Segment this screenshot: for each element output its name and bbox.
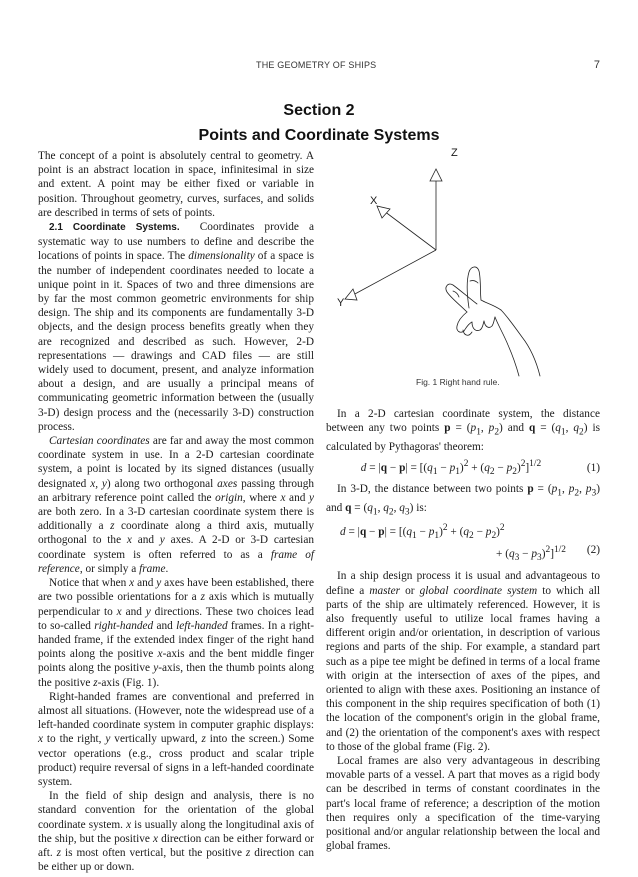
- text-span: = (: [351, 501, 368, 514]
- math-var: z: [200, 591, 205, 604]
- text-span: In a ship design process it is usual and advantageous to define a: [326, 570, 600, 597]
- text-span: into the screen.) Some vector operations (e.g., cross product and scalar triple product) require reversal of signs in a left-handed coordinate system.: [38, 733, 315, 788]
- text-span: is most often vertical, but the positive: [61, 846, 246, 859]
- text-span: Right-handed frames are conventional and preferred in almost all situations. (However, note the widespread use of a left-handed coordinate system in computer graphic displays:: [38, 690, 314, 732]
- math-var: y: [308, 491, 314, 504]
- text-span: and: [285, 491, 309, 504]
- right-hand-rule-diagram: [326, 140, 600, 395]
- text-span: = (: [450, 422, 471, 435]
- equation-2-number: (2): [586, 544, 600, 557]
- math-var: q: [383, 501, 389, 514]
- z-axis-arrow: [430, 169, 442, 181]
- text-span: = (: [533, 483, 552, 496]
- x-axis-label: X: [370, 195, 378, 207]
- page-number: 7: [593, 59, 600, 71]
- text-span: and: [153, 619, 177, 632]
- paragraph-3d-distance: [326, 482, 600, 519]
- text-span: axes. A 2-D or 3-D cartesian coordinate system is often referred to as a: [38, 534, 314, 561]
- text-span: Coordinates provide a systematic way to use numbers to define and describe the locations of points in space. The: [38, 221, 315, 263]
- math-var: y: [153, 662, 159, 675]
- paragraph-cartesian: [38, 434, 314, 576]
- text-span: to the right,: [43, 733, 106, 746]
- emphasis: left-handed: [176, 619, 228, 632]
- subsection-heading: 2.1 Coordinate Systems.: [49, 222, 180, 234]
- equation-2-continuation: + $(q_3 - p_3)^2]^{1/2}$: [496, 545, 566, 564]
- y-axis-arrow: [345, 289, 357, 300]
- math-var: x, y: [90, 477, 107, 490]
- figure-right-hand-rule: [326, 140, 600, 395]
- emphasis: frame of reference: [38, 548, 314, 575]
- right-hand-icon: [446, 267, 540, 376]
- subscript: 1: [476, 427, 481, 438]
- paragraph-handedness: [38, 576, 314, 690]
- equation-2-line-2: [326, 543, 600, 565]
- figure-caption: Fig. 1 Right hand rule.: [416, 377, 500, 387]
- math-var: z: [245, 846, 251, 859]
- subscript: 3: [404, 506, 410, 517]
- text-span: ,: [565, 422, 574, 435]
- vector-symbol: q: [528, 422, 536, 435]
- text-span: ,: [377, 501, 384, 514]
- math-var: p: [585, 483, 592, 496]
- text-span: ) and: [326, 483, 600, 514]
- math-var: y: [159, 534, 165, 547]
- math-var: y: [156, 577, 162, 590]
- math-var: p: [470, 422, 477, 435]
- text-span: , or simply a: [79, 562, 140, 575]
- text-span: = (: [535, 422, 556, 435]
- text-span: , where: [242, 491, 281, 504]
- math-var: z: [56, 846, 62, 859]
- text-span: ) along two orthogonal: [106, 477, 218, 490]
- math-var: x: [129, 577, 135, 590]
- equation-2: [326, 521, 600, 565]
- text-span: of a space is the number of independent coordinates needed to locate a unique point in it. Spaces of two and three dimensions are by far the most common geometric environments for ship design. The ship and its components are fundamentally 3-D objects, and the design process benefits greatly when they are recognized and described as such. However, 2-D representations — drawings and CAD files — are still widely used to document, present, and analyze information about a design, and are usually a principal means of communicating geometric information between the (usually 3-D) design process and the (necessarily 3-D) construction process.: [38, 250, 314, 433]
- text-span: ,: [579, 483, 586, 496]
- math-var: x: [157, 648, 163, 661]
- subscript: 2: [579, 427, 584, 438]
- subscript: 1: [557, 488, 562, 499]
- subscript: 2: [574, 488, 580, 499]
- subscript: 1: [372, 506, 378, 517]
- subscript: 3: [591, 488, 597, 499]
- text-span: -axis and the bent middle finger points along the positive: [38, 648, 314, 675]
- text-span: is usually along the longitudinal axis of the ship, but the positive: [38, 818, 315, 845]
- subscript: 1: [560, 427, 566, 438]
- text-span: In the field of ship design and analysis, there is no standard convention for the orientation of the global coordinate system.: [38, 790, 314, 831]
- math-var: q: [399, 501, 405, 514]
- right-column: [326, 407, 600, 853]
- text-span: or: [400, 584, 420, 597]
- math-var: p: [568, 483, 575, 496]
- text-span: direction can be either up or down.: [38, 846, 314, 874]
- text-span: ,: [480, 422, 489, 435]
- equation-1: [326, 457, 600, 479]
- subscript: 2: [494, 427, 500, 438]
- math-var: z: [201, 733, 206, 746]
- text-span: are both zero. In a 3-D cartesian coordinate system there is additionally a: [38, 506, 314, 533]
- text-span: direction can be either forward or aft.: [38, 832, 314, 859]
- text-span: Notice that when: [49, 577, 130, 590]
- math-var: z: [110, 520, 115, 533]
- vector-symbol: q: [345, 501, 352, 514]
- math-var: p: [551, 483, 558, 496]
- text-span: and: [131, 534, 160, 547]
- emphasis: dimensionality: [188, 250, 255, 263]
- math-var: q: [367, 501, 373, 514]
- text-span: and: [121, 605, 146, 618]
- text-span: coordinate along a third axis, mutually orthogonal to the: [38, 520, 314, 547]
- running-head: [0, 60, 638, 76]
- text-span: vertically upward,: [110, 733, 202, 746]
- text-span: ,: [561, 483, 569, 496]
- math-var: q: [555, 422, 561, 435]
- math-var: x: [126, 534, 132, 547]
- text-span: axis which is mutually perpendicular to: [38, 591, 314, 618]
- y-axis-label: Y: [337, 297, 345, 309]
- text-span: passing through an arbitrary reference point called the: [38, 477, 315, 504]
- emphasis: master: [369, 584, 401, 597]
- x-axis-line: [384, 211, 436, 250]
- text-span: axes have been established, there are two possible orientations for a: [38, 577, 314, 604]
- text-span: to which all parts of the ship are ultimately referenced. However, it is also frequently useful to utilize local frames having a different origin and/or orientation, in description of various regions and parts of the ship. For example, a standard part such as a pipe tee might be defined in terms of a local frame with origin at the intersection of axes of the pipes, and oriented to align with these axes. Positioning an instance of this component in the ship requires specification of both (1) the location of the component's origin in the global frame, and (2) the orientation of the component's axes with respect to those of the global frame (Fig. 2).: [326, 584, 600, 753]
- text-span: directions. These two choices lead to so-called: [38, 605, 314, 632]
- emphasis: origin: [215, 491, 243, 504]
- emphasis: frame: [139, 562, 166, 575]
- emphasis: axes: [217, 477, 238, 490]
- vector-symbol: p: [527, 483, 534, 496]
- emphasis: Cartesian coordinates: [49, 435, 150, 448]
- equation-2-line-1: $d = |q - p| = [(q_1 - p_1)^2 + (q_2 - p_2)^2$: [340, 522, 505, 541]
- subscript: 2: [388, 506, 394, 517]
- z-axis-label: Z: [451, 147, 458, 159]
- text-span: are far and away the most common coordinate system in use. In a 2-D cartesian coordinate system, a point is located by its signed distances (usually designated: [38, 435, 314, 490]
- text-span: frames. In a right-handed frame, if the extended index finger of the right hand points along the positive: [38, 619, 314, 661]
- text-span: -axis (Fig. 1).: [97, 676, 160, 689]
- math-var: q: [573, 422, 580, 435]
- text-span: In 3-D, the distance between two points: [337, 483, 528, 496]
- paragraph-coordinate-systems: [38, 220, 314, 434]
- left-column: [38, 149, 314, 874]
- paragraph-global-frames: [326, 569, 600, 754]
- y-axis-line: [353, 250, 436, 295]
- math-var: x: [152, 832, 158, 845]
- math-var: y: [105, 733, 111, 746]
- math-var: x: [38, 733, 44, 746]
- paragraph-ship-convention: [38, 789, 314, 874]
- text-span: ) is calculated by Pythagoras' theorem:: [326, 422, 600, 453]
- math-var: x: [280, 491, 286, 504]
- equation-1-body: $d = |q - p| = [(q_1 - p_1)^2 + (q_2 - p_2)^2]^{1/2}$: [360, 458, 542, 477]
- text-span: In a 2-D cartesian coordinate system, the distance between any two points: [326, 408, 600, 435]
- paragraph-local-frames: Local frames are also very advantageous in describing movable parts of a vessel. A part that moves as a rigid body can be described in terms of constant coordinates in the part's local frame of reference; a description of the motion then requires only a specification of the time-varying positional and/or angular relationship between the local and global frames.: [326, 755, 600, 853]
- text-span: .: [165, 562, 169, 575]
- text-span: ) is:: [409, 501, 427, 514]
- equation-1-number: (1): [586, 461, 600, 474]
- text-span: ) and: [499, 422, 529, 435]
- math-var: x: [126, 818, 132, 831]
- vector-symbol: p: [444, 422, 451, 435]
- text-span: and: [134, 577, 157, 590]
- paragraph-intro: The concept of a point is absolutely central to geometry. A point is an abstract location in space, infinitesimal in size and extent. A point may be either fixed or variable in position. Throughout geometry, curves, surfaces, and solids are described in terms of sets of points.: [38, 150, 314, 219]
- text-span: ,: [393, 501, 400, 514]
- math-var: p: [488, 422, 495, 435]
- math-var: y: [145, 605, 151, 618]
- emphasis: global coordinate system: [419, 584, 538, 597]
- section-number: Section 2: [283, 102, 355, 119]
- math-var: x: [116, 605, 122, 618]
- math-var: z: [93, 676, 98, 689]
- x-axis-arrow: [377, 206, 390, 218]
- emphasis: right-handed: [94, 619, 154, 632]
- paragraph-right-handed: [38, 690, 314, 789]
- paragraph-2d-distance: [326, 407, 600, 454]
- section-title: Points and Coordinate Systems: [198, 127, 440, 144]
- running-head-title: THE GEOMETRY OF SHIPS: [256, 60, 377, 70]
- text-span: -axis, then the thumb points along the positive: [38, 662, 315, 689]
